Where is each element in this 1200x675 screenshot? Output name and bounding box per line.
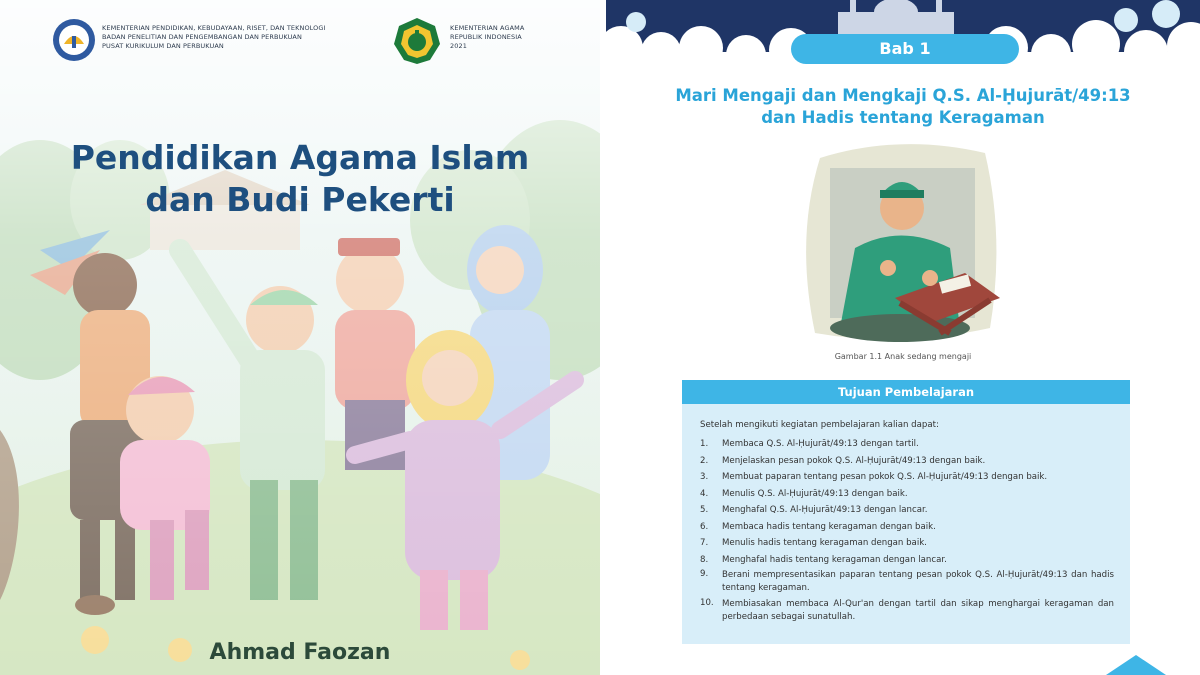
learning-objectives-intro: Setelah mengikuti kegiatan pembelajaran kalian dapat: <box>700 420 939 430</box>
objective-text: Menulis Q.S. Al-Ḥujurāt/49:13 dengan baik. <box>722 488 908 499</box>
objective-item <box>700 535 1114 552</box>
objective-number: 10. <box>700 598 714 608</box>
objective-number: 1. <box>700 439 709 449</box>
objective-number: 3. <box>700 472 709 482</box>
learning-objectives-box <box>682 380 1130 644</box>
kemenag-line: REPUBLIK INDONESIA <box>450 33 522 41</box>
kemenag-line: 2021 <box>450 42 467 50</box>
kemenag-line: KEMENTERIAN AGAMA <box>450 24 525 32</box>
objective-number: 2. <box>700 455 709 466</box>
objective-text: Berani mempresentasikan paparan tentang pesan pokok Q.S. Al-Ḥujurāt/49:13 dan hadis tentang keragaman. <box>722 570 1114 593</box>
figure-child-reciting <box>800 138 1004 344</box>
chapter-title-line1: Mari Mengaji dan Mengkaji Q.S. Al-Ḥujurāt/49:13 <box>675 86 1131 105</box>
tut-wuri-handayani-logo <box>52 18 96 62</box>
objective-text: Membaca hadis tentang keragaman dengan baik. <box>722 521 936 532</box>
objective-item <box>700 502 1114 519</box>
objective-number: 5. <box>700 505 709 515</box>
chapter-page <box>606 0 1200 675</box>
kemdikbud-line: PUSAT KURIKULUM DAN PERBUKUAN <box>102 42 224 50</box>
objective-item <box>700 519 1114 536</box>
cover-title-line1: Pendidikan Agama Islam <box>70 138 530 177</box>
objective-number: 8. <box>700 554 709 565</box>
kemenag-logo <box>392 16 442 66</box>
objective-text: Menulis hadis tentang keragaman dengan baik. <box>722 538 927 548</box>
chapter-title-line2: dan Hadis tentang Keragaman <box>761 108 1045 127</box>
objective-number: 4. <box>700 488 709 499</box>
objective-item <box>700 486 1114 503</box>
objective-text: Menghafal Q.S. Al-Ḥujurāt/49:13 dengan lancar. <box>722 505 928 515</box>
objective-number: 7. <box>700 538 709 548</box>
objective-item <box>700 453 1114 470</box>
objective-item <box>700 552 1114 569</box>
learning-objectives-heading: Tujuan Pembelajaran <box>682 380 1130 404</box>
kemdikbud-line: BADAN PENELITIAN DAN PENGEMBANGAN DAN PERBUKUAN <box>102 33 302 41</box>
cover-author: Ahmad Faozan <box>209 640 391 665</box>
learning-objectives-list <box>700 436 1114 626</box>
chapter-number-badge: Bab 1 <box>791 34 1019 64</box>
objective-text: Menghafal hadis tentang keragaman dengan lancar. <box>722 554 947 565</box>
objective-number: 6. <box>700 521 709 532</box>
page-corner-decoration <box>1106 655 1166 675</box>
objective-item <box>700 597 1114 626</box>
figure-caption: Gambar 1.1 Anak sedang mengaji <box>834 352 972 361</box>
objective-text: Membaca Q.S. Al-Ḥujurāt/49:13 dengan tartil. <box>722 439 919 449</box>
objective-item <box>700 436 1114 453</box>
objective-text: Menjelaskan pesan pokok Q.S. Al-Ḥujurāt/49:13 dengan baik. <box>722 455 986 466</box>
objective-text: Membuat paparan tentang pesan pokok Q.S. Al-Ḥujurāt/49:13 dengan baik. <box>722 472 1048 482</box>
kemenag-text <box>450 24 524 51</box>
objective-text: Membiasakan membaca Al-Qur'an dengan tartil dan sikap menghargai keragaman dan perbedaan sebagai sunatullah. <box>722 599 1114 622</box>
kemdikbud-text <box>102 24 326 51</box>
objective-item <box>700 568 1114 597</box>
objective-item <box>700 469 1114 486</box>
cover-title-line2: dan Budi Pekerti <box>145 180 455 219</box>
objective-number: 9. <box>700 569 709 579</box>
kemdikbud-line: KEMENTERIAN PENDIDIKAN, KEBUDAYAAN, RISET, DAN TEKNOLOGI <box>102 24 326 32</box>
